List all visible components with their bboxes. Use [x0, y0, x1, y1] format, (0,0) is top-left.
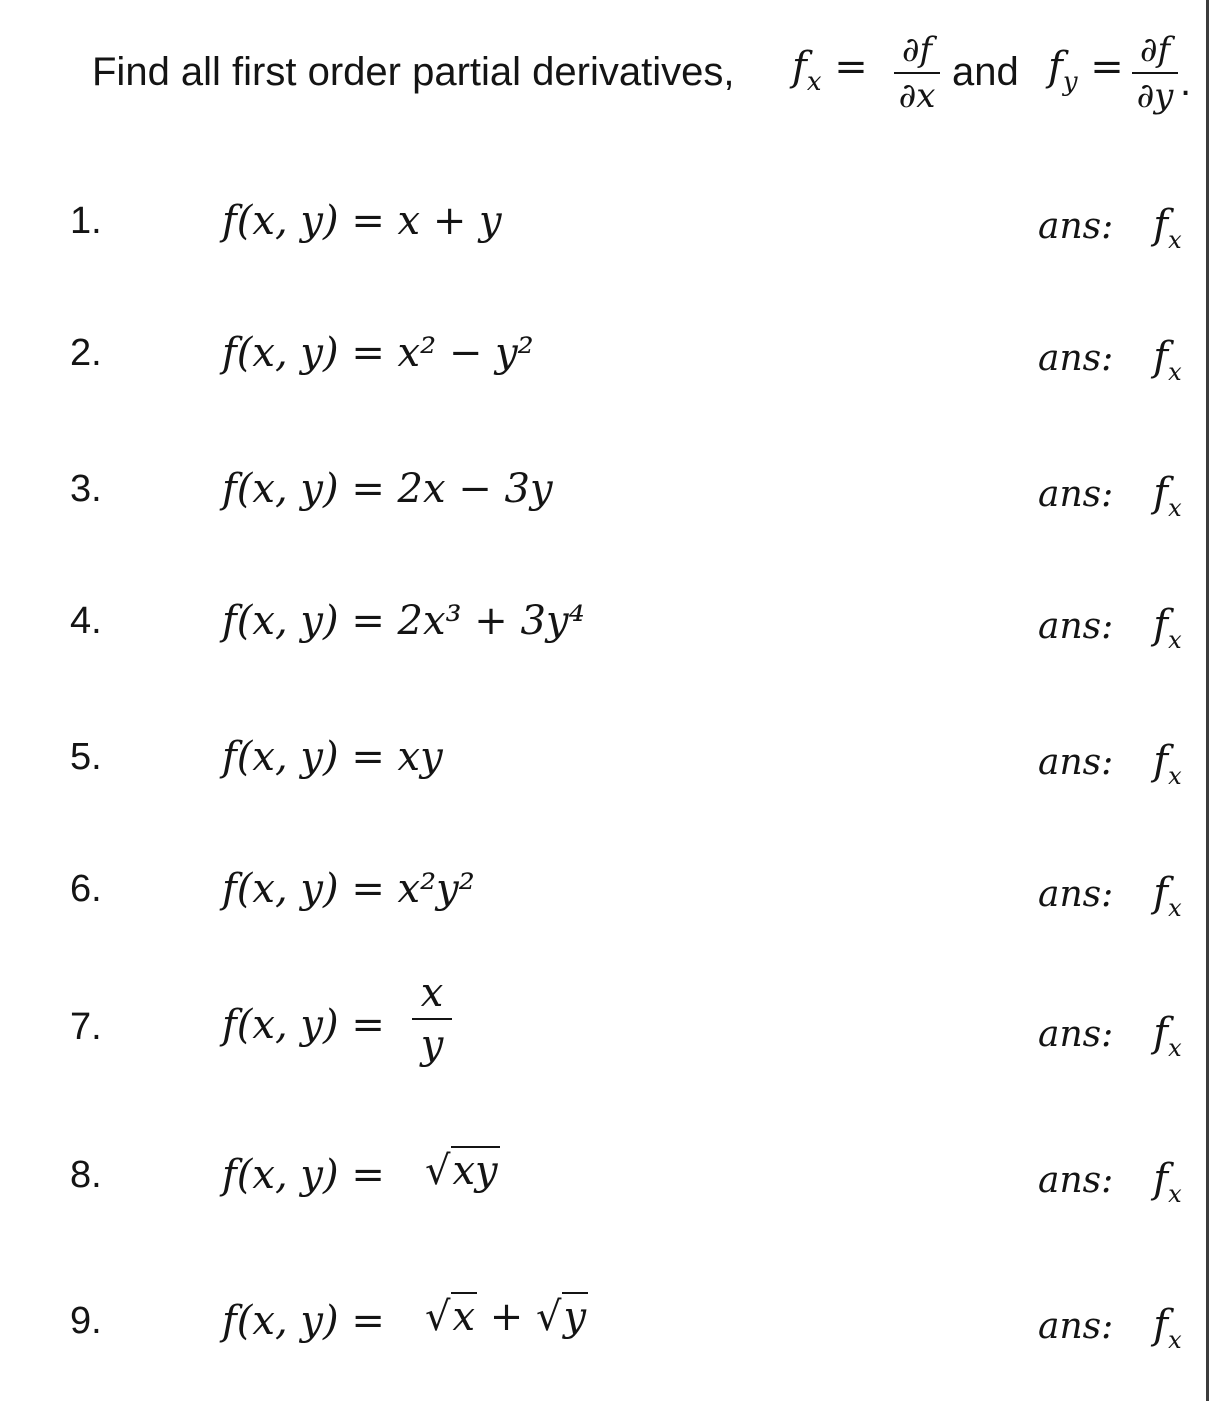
fraction-x-over-y [412, 970, 452, 1068]
problem-function-lhs: f(x, y) = [222, 1002, 385, 1048]
answer-prompt: ans: $f_x$ [1038, 1010, 1182, 1062]
answer-prompt: ans: $f_x$ [1038, 334, 1182, 386]
answer-prompt: ans: $f_x$ [1038, 1156, 1182, 1208]
problem-7 [0, 970, 1210, 1100]
problem-function: f(x, y) = x² − y² [222, 330, 534, 376]
radicand: xy [452, 1148, 498, 1194]
problem-function: f(x, y) = xy [222, 734, 443, 780]
problem-3 [0, 466, 1210, 576]
problem-function: f(x, y) = 2x³ + 3y⁴ [222, 598, 585, 644]
fraction-bar [412, 1018, 452, 1020]
problem-8 [0, 1148, 1210, 1262]
answer-prompt: ans: $f_x$ [1038, 738, 1182, 790]
answer-prompt: ans: $f_x$ [1038, 602, 1182, 654]
problem-2 [0, 330, 1210, 440]
fraction-numerator: x [420, 970, 444, 1016]
problem-number: 1. [70, 200, 102, 242]
problem-9 [0, 1294, 1210, 1408]
fy-notation: $f_y$ = [1048, 44, 1124, 97]
answer-prompt: ans: $f_x$ [1038, 202, 1182, 254]
radicand-x: x [452, 1294, 476, 1340]
problem-6 [0, 866, 1210, 976]
problem-number: 3. [70, 468, 102, 510]
instructions-text: Find all first order partial derivatives, [92, 50, 735, 94]
problem-number: 6. [70, 868, 102, 910]
partial-f-over-partial-x: ∂f ∂x [894, 30, 940, 116]
problem-5 [0, 734, 1210, 844]
radicand-y: y [563, 1294, 587, 1340]
problem-function: f(x, y) = 2x − 3y [222, 466, 553, 512]
problem-number: 2. [70, 332, 102, 374]
header-period: . [1180, 60, 1192, 104]
problem-number: 9. [70, 1300, 102, 1342]
problem-function: f(x, y) = x²y² [222, 866, 475, 912]
answer-prompt: ans: $f_x$ [1038, 470, 1182, 522]
problem-number: 5. [70, 736, 102, 778]
answer-prompt: ans: $f_x$ [1038, 1302, 1182, 1354]
problem-1 [0, 198, 1210, 308]
problem-function-lhs: f(x, y) = [222, 1298, 385, 1344]
fx-notation: $f_x$ = [792, 44, 868, 97]
answer-prompt: ans: $f_x$ [1038, 870, 1182, 922]
fraction-denominator: y [420, 1022, 444, 1068]
problem-function-lhs: f(x, y) = [222, 1152, 385, 1198]
problem-number: 8. [70, 1154, 102, 1196]
sqrt-sum-expression: √x + √y [425, 1294, 587, 1340]
problem-number: 7. [70, 1006, 102, 1048]
partial-f-over-partial-y: ∂f ∂y [1132, 30, 1178, 116]
and-text: and [952, 50, 1019, 94]
problem-4 [0, 598, 1210, 708]
square-root-xy: √xy [425, 1148, 498, 1194]
plus-sign: + [489, 1294, 524, 1340]
problem-function: f(x, y) = x + y [222, 198, 502, 244]
problem-number: 4. [70, 600, 102, 642]
